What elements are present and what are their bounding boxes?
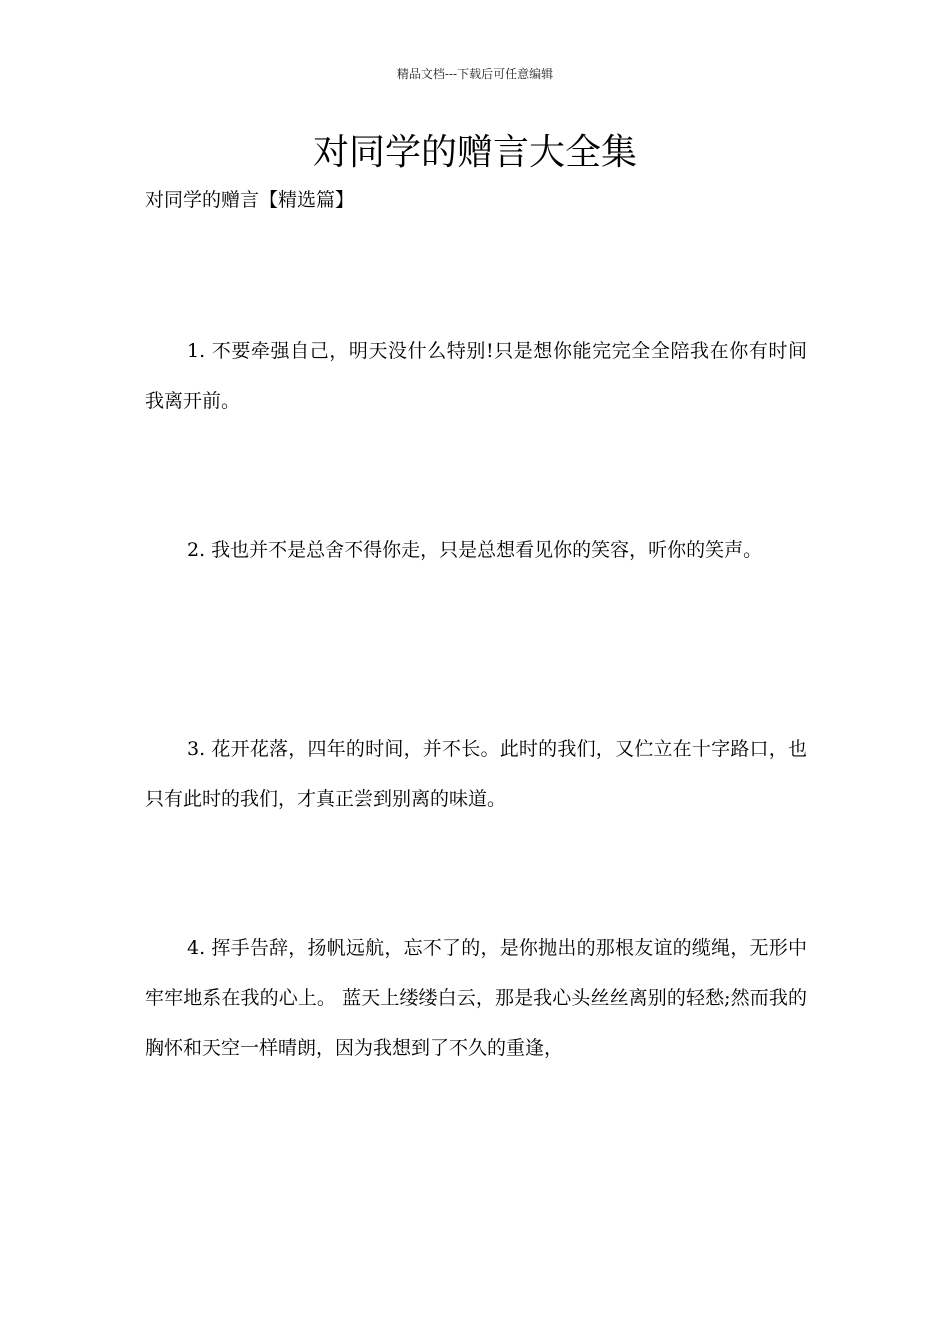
paragraph-3: 3. 花开花落，四年的时间，并不长。此时的我们，又伫立在十字路口，也只有此时的我们，才真正尝到别离的味道。 — [145, 738, 807, 810]
paragraph-2: 2. 我也并不是总舍不得你走，只是总想看见你的笑容，听你的笑声。 — [187, 539, 763, 561]
section-subtitle: 对同学的赠言【精选篇】 — [145, 189, 355, 211]
paragraph-1: 1. 不要牵强自己，明天没什么特别!只是想你能完完全全陪我在你有时间我离开前。 — [145, 340, 807, 412]
document-title: 对同学的赠言大全集 — [312, 132, 637, 173]
header-note: 精品文档---下载后可任意编辑 — [396, 67, 554, 81]
paragraph-4: 4. 挥手告辞，扬帆远航，忘不了的，是你抛出的那根友谊的缆绳，无形中牢牢地系在我的心上。 蓝天上缕缕白云，那是我心头丝丝离别的轻愁;然而我的胸怀和天空一样晴朗，因为我想到了不久的重逢， — [145, 937, 807, 1059]
